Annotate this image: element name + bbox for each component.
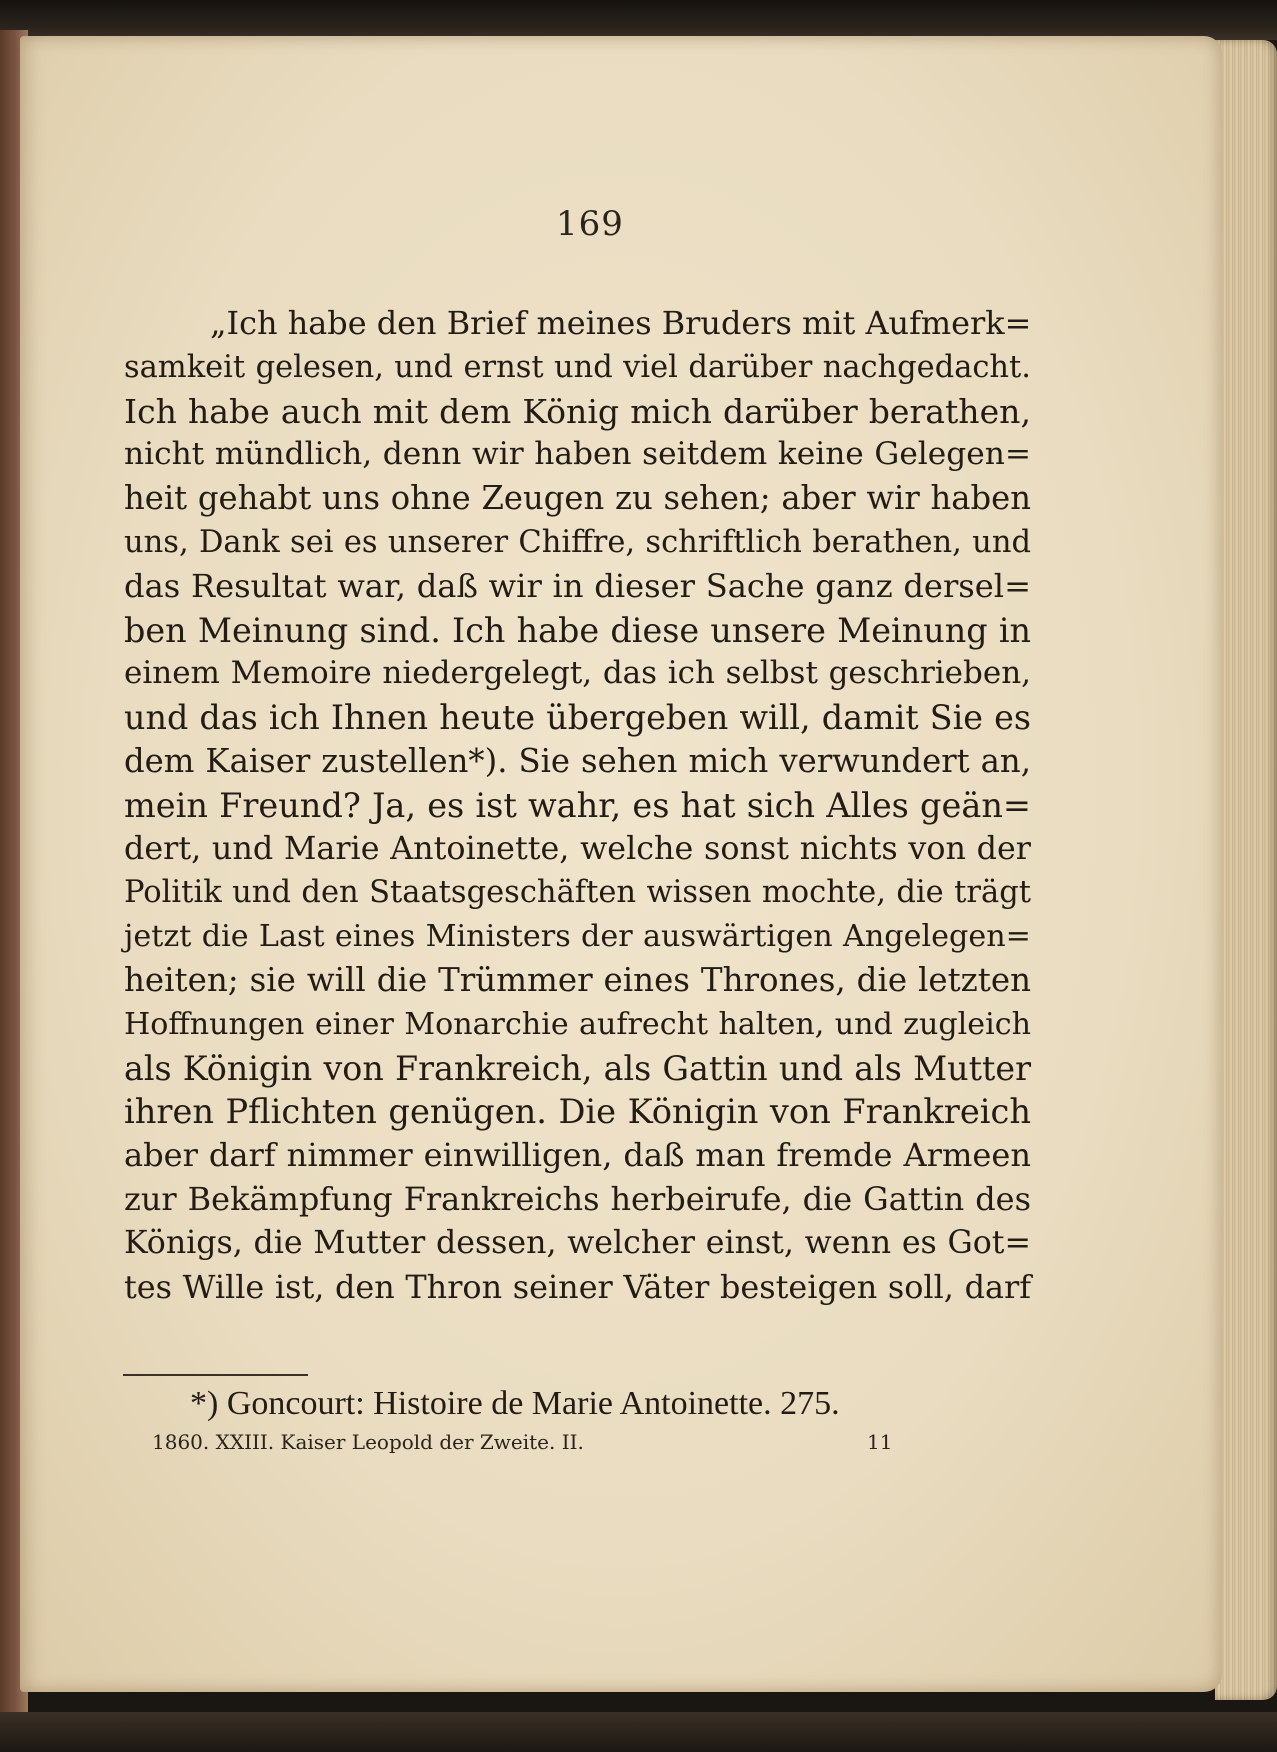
- page-number: 169: [556, 204, 624, 244]
- text-line: „Ich habe den Brief meines Bruders mit Aufmerk=: [210, 304, 1032, 342]
- book-cover-top: [0, 0, 1277, 40]
- text-line: dert, und Marie Antoinette, welche sonst nichts von der: [124, 830, 1031, 867]
- text-line: Hoffnungen einer Monarchie aufrecht halten, und zugleich: [124, 1006, 1031, 1042]
- page-edges: [1215, 40, 1277, 1700]
- text-line: dem Kaiser zustellen*). Sie sehen mich verwundert an,: [124, 741, 1031, 780]
- signature-text: 1860. XXIII. Kaiser Leopold der Zweite. II.: [152, 1430, 584, 1454]
- text-line: heit gehabt uns ohne Zeugen zu sehen; aber wir haben: [124, 479, 1031, 518]
- text-line: Königs, die Mutter dessen, welcher einst, wenn es Got=: [124, 1224, 1031, 1261]
- text-line: uns, Dank sei es unserer Chiffre, schriftlich berathen, und: [124, 524, 1031, 560]
- text-line: mein Freund? Ja, es ist wahr, es hat sich Alles geän=: [124, 785, 1031, 825]
- text-line: das Resultat war, daß wir in dieser Sache ganz dersel=: [124, 566, 1031, 605]
- text-line: samkeit gelesen, und ernst und viel darüber nachgedacht.: [124, 349, 1031, 385]
- text-line: Ich habe auch mit dem König mich darüber berathen,: [124, 391, 1031, 431]
- text-line: ihren Pflichten genügen. Die Königin von Frankreich: [124, 1092, 1031, 1132]
- body-text: [124, 302, 1031, 1309]
- text-line: zur Bekämpfung Frankreichs herbeirufe, die Gattin des: [124, 1179, 1031, 1218]
- footnote-rule: [123, 1374, 308, 1376]
- text-line: tes Wille ist, den Thron seiner Väter besteigen soll, darf: [124, 1267, 1031, 1306]
- book-page: [20, 36, 1222, 1692]
- sheet-number: 11: [867, 1430, 893, 1454]
- text-line: ben Meinung sind. Ich habe diese unsere Meinung in: [124, 610, 1031, 650]
- text-line: und das ich Ihnen heute übergeben will, damit Sie es: [124, 698, 1031, 738]
- text-line: einem Memoire niedergelegt, das ich selbst geschrieben,: [124, 655, 1031, 692]
- text-line: heiten; sie will die Trümmer eines Thrones, die letzten: [124, 960, 1031, 999]
- text-line: Politik und den Staatsgeschäften wissen mochte, die trägt: [124, 875, 1031, 911]
- text-line: aber darf nimmer einwilligen, daß man fremde Armeen: [124, 1136, 1031, 1175]
- text-line: jetzt die Last eines Ministers der auswärtigen Angelegen=: [124, 919, 1031, 955]
- text-line: als Königin von Frankreich, als Gattin und als Mutter: [124, 1048, 1031, 1088]
- footnote: *) Goncourt: Histoire de Marie Antoinette. 275.: [190, 1385, 840, 1422]
- text-line: nicht mündlich, denn wir haben seitdem keine Gelegen=: [124, 436, 1031, 473]
- book-cover-bottom: [0, 1712, 1277, 1752]
